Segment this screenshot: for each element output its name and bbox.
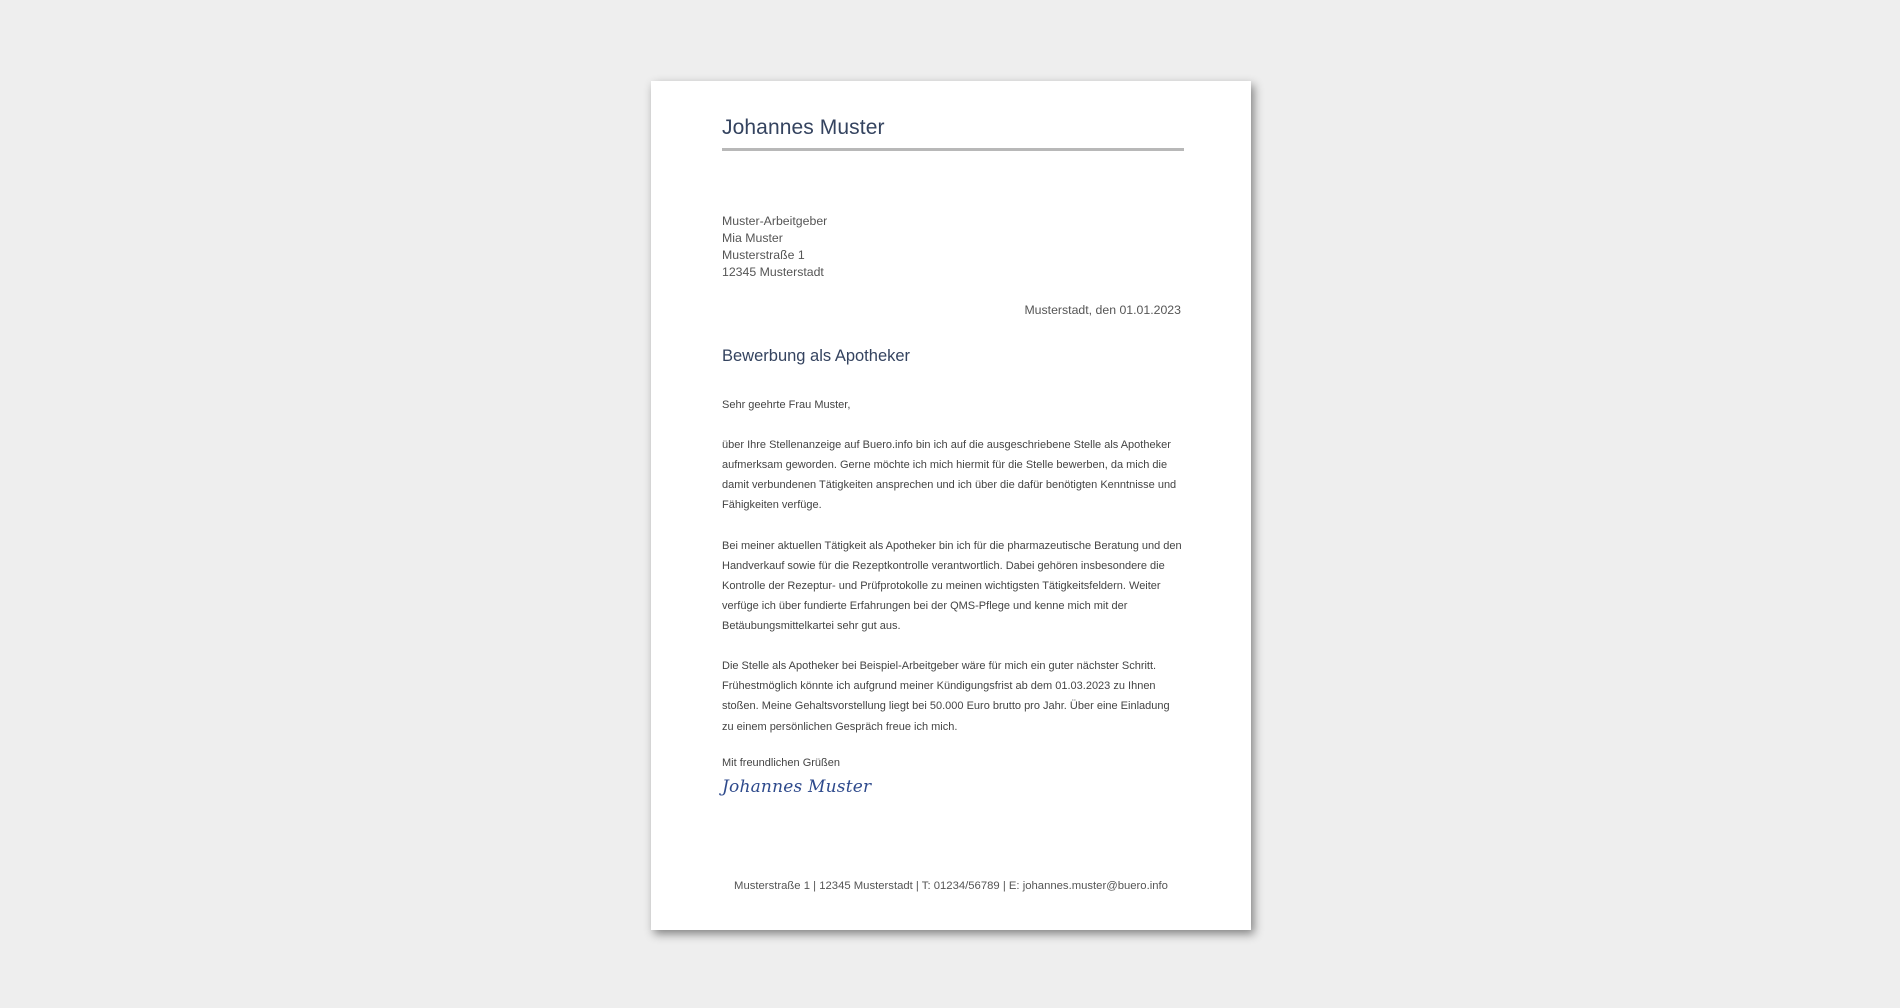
body-paragraph: über Ihre Stellenanzeige auf Buero.info bin ich auf die ausgeschriebene Stelle als Apotheker aufmerksam geworden. Gerne möchte ich mich hiermit für die Stelle bewerben, da mich die damit verbundenen Tätigkeiten ansprechen und ich über die dafür benötigten Kenntnisse und Fähigkeiten verfüge. (722, 439, 1177, 512)
header-divider (722, 148, 1184, 151)
header-name: Johannes Muster (722, 116, 885, 139)
recipient-address (722, 213, 827, 281)
date-line: Musterstadt, den 01.01.2023 (1024, 303, 1181, 317)
recipient-contact: Mia Muster (722, 231, 783, 245)
signature: Johannes Muster (722, 777, 872, 797)
recipient-street: Musterstraße 1 (722, 248, 805, 262)
body-paragraph: Die Stelle als Apotheker bei Beispiel-Arbeitgeber wäre für mich ein guter nächster Schritt. Frühestmöglich könnte ich aufgrund meiner Kündigungsfrist ab dem 01.03.2023 zu Ihnen stoßen. Meine Gehaltsvorstellung liegt bei 50.000 Euro brutto pro Jahr. Über eine Einladung zu einem persönlichen Gespräch freue ich mich. (722, 660, 1170, 733)
letter-body (722, 395, 1184, 757)
closing-phrase: Mit freundlichen Grüßen (722, 757, 840, 769)
recipient-company: Muster-Arbeitgeber (722, 214, 828, 228)
subject-line: Bewerbung als Apotheker (722, 347, 911, 365)
body-paragraph: Bei meiner aktuellen Tätigkeit als Apotheker bin ich für die pharmazeutische Beratung und den Handverkauf sowie für die Rezeptkontrolle verantwortlich. Dabei gehören insbesondere die Kontrolle der Rezeptur- und Prüfprotokolle zu meinen wichtigsten Tätigkeitsfeldern. Weiter verfüge ich über fundierte Erfahrungen bei der QMS-Pflege und kenne mich mit der Betäubungsmittelkartei sehr gut aus. (722, 539, 1182, 633)
salutation: Sehr geehrte Frau Muster, (722, 399, 851, 411)
recipient-city: 12345 Musterstadt (722, 265, 824, 279)
footer-contact: Musterstraße 1 | 12345 Musterstadt | T: 01234/56789 | E: johannes.muster@buero.info (734, 880, 1168, 892)
letter-page (651, 81, 1251, 930)
